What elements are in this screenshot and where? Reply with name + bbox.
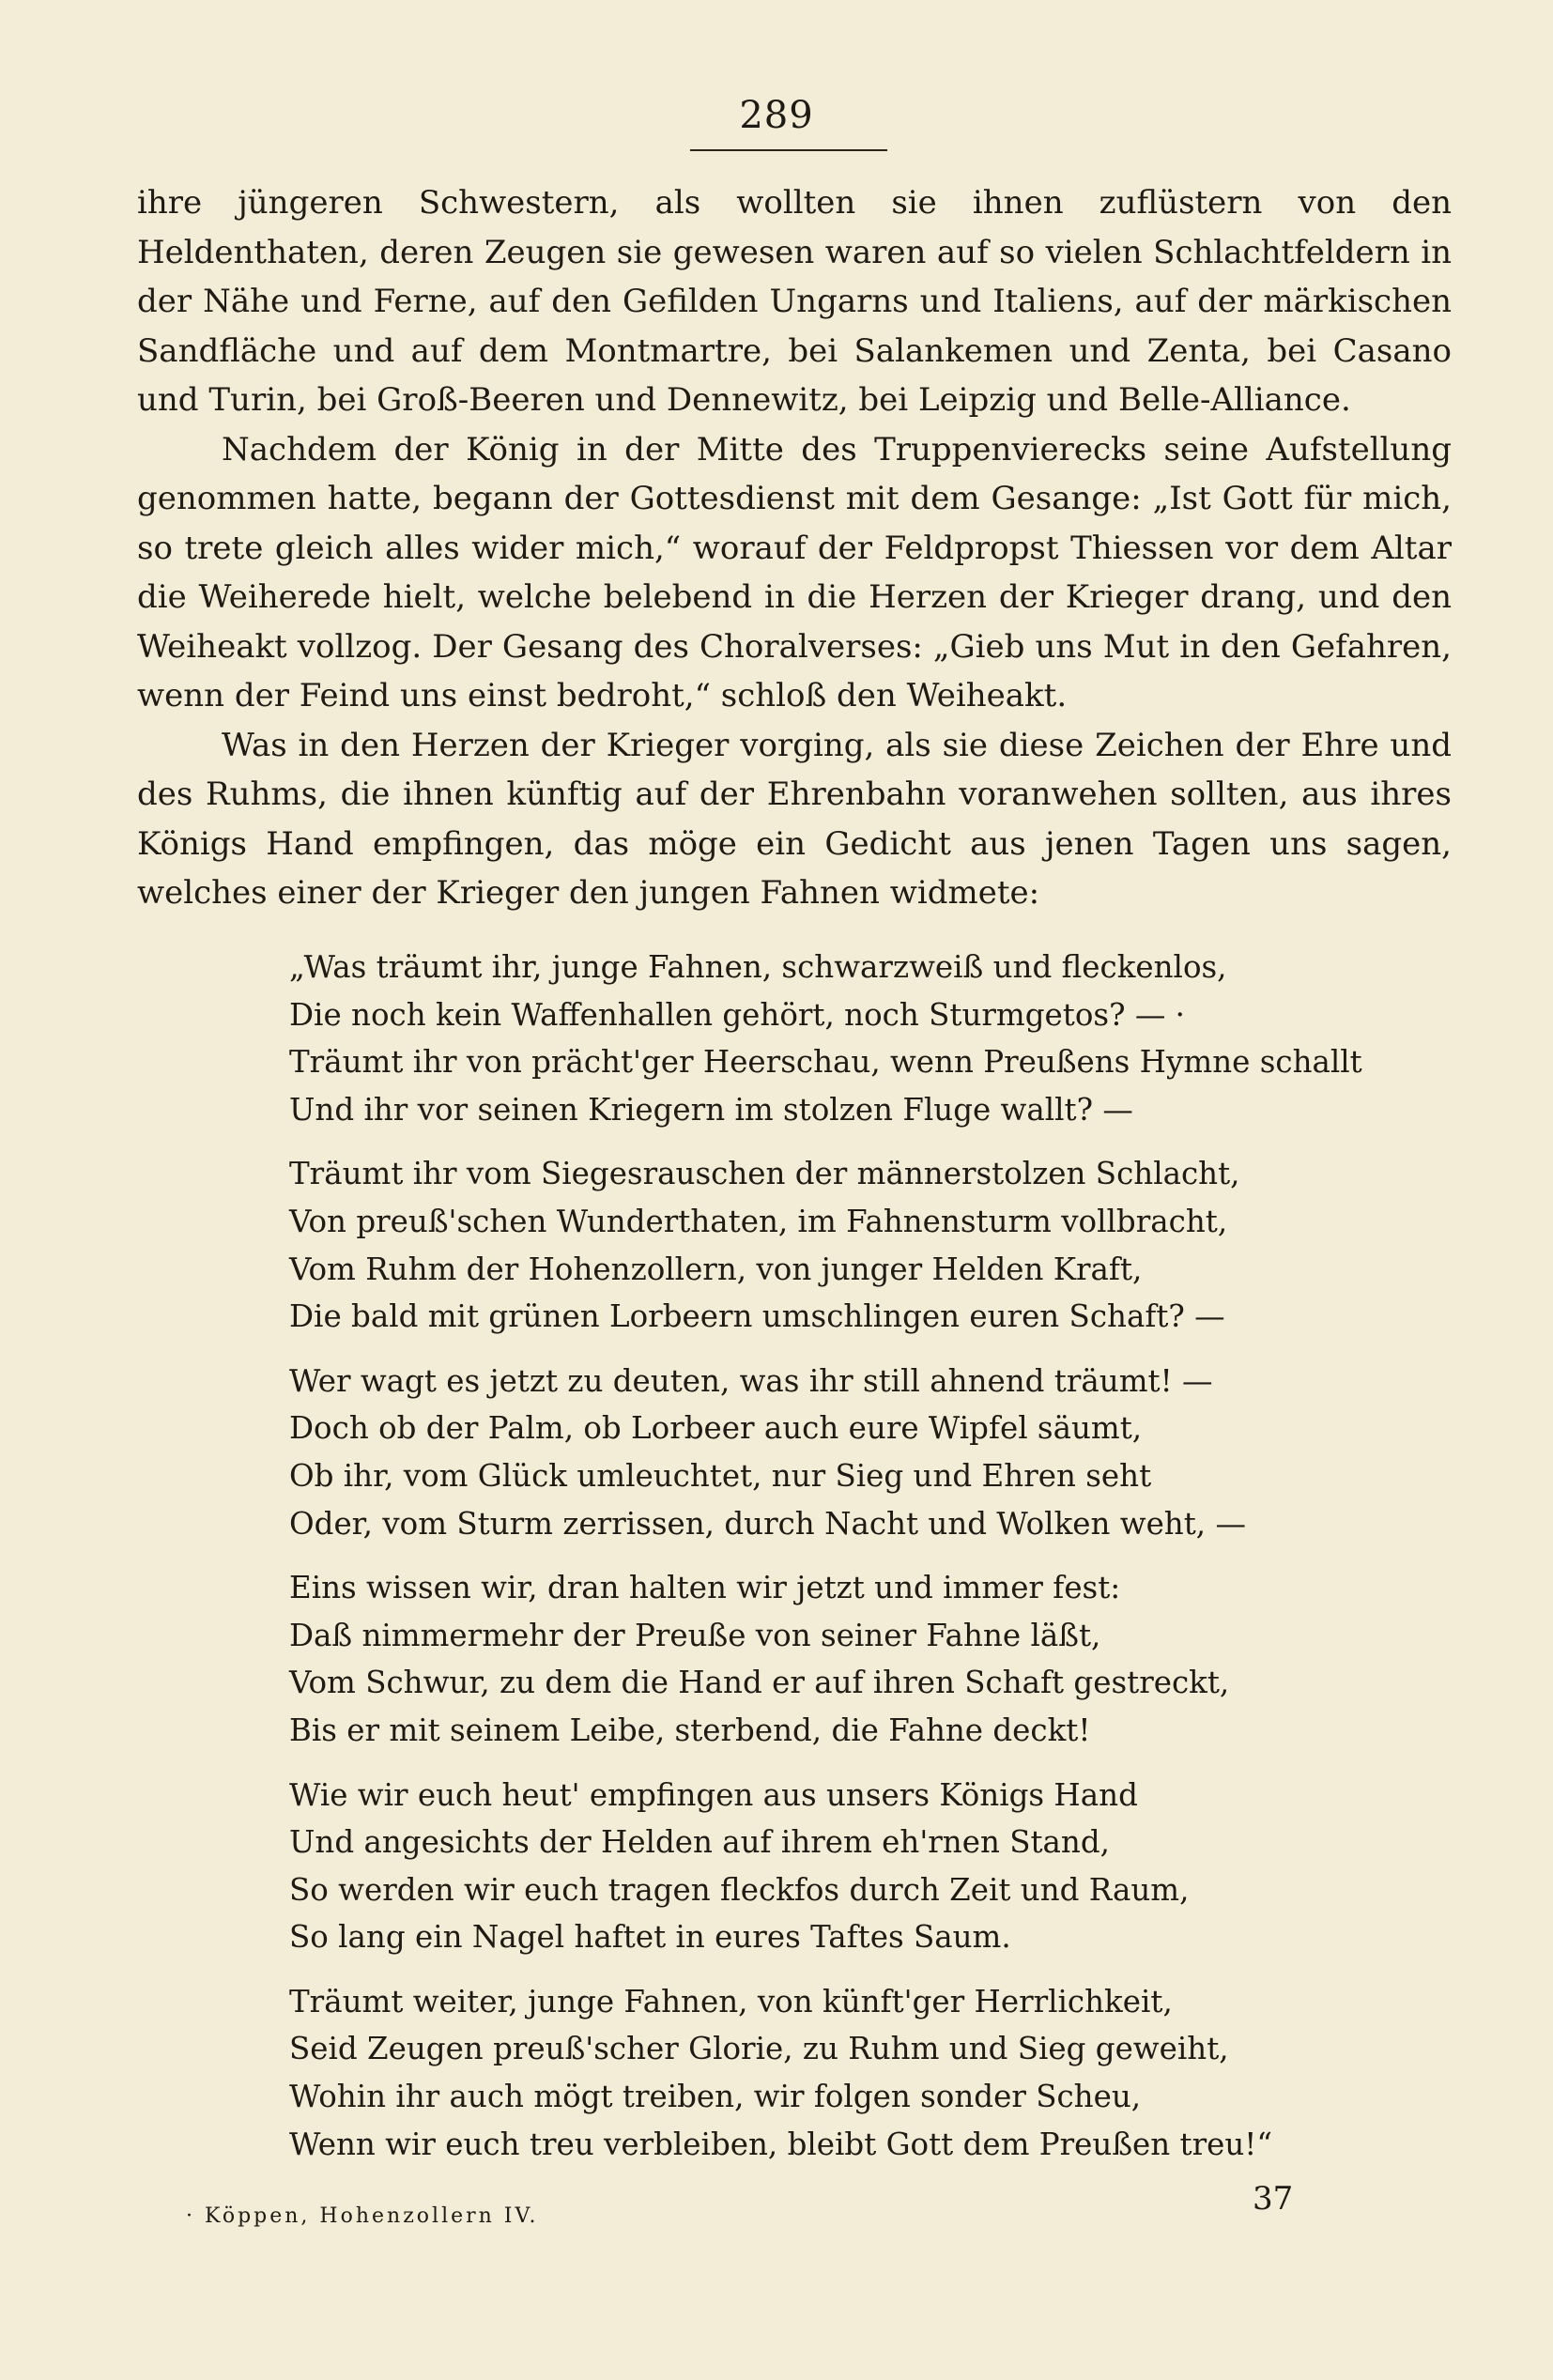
poem-stanza (289, 1978, 1416, 2168)
poem-line: Wenn wir euch treu verbleiben, bleibt Gott dem Preußen treu!“ (289, 2126, 1272, 2162)
poem-line: Träumt ihr von prächt'ger Heerschau, wenn Preußens Hymne schallt (289, 1044, 1362, 1081)
poem-line: Träumt weiter, junge Fahnen, von künft'ger Herrlichkeit, (289, 1983, 1173, 2019)
poem-line: „Was träumt ihr, junge Fahnen, schwarzweiß und fleckenlos, (289, 949, 1227, 985)
poem-line: Ob ihr, vom Glück umleuchtet, nur Sieg und Ehren seht (289, 1457, 1152, 1494)
poem-line: So werden wir euch tragen fleckfos durch Zeit und Raum, (289, 1871, 1190, 1908)
poem (289, 944, 1416, 2185)
poem-stanza (289, 1564, 1416, 1754)
footer-signature: · Köppen, Hohenzollern IV. (186, 2204, 539, 2228)
poem-line: Die bald mit grünen Lorbeern umschlingen euren Schaft? — (289, 1298, 1225, 1335)
poem-stanza (289, 944, 1416, 1133)
poem-line: Vom Ruhm der Hohenzollern, von junger Helden Kraft, (289, 1251, 1143, 1287)
poem-line: Vom Schwur, zu dem die Hand er auf ihren Schaft gestreckt, (289, 1665, 1230, 1701)
poem-stanza (289, 1358, 1416, 1547)
poem-line: Träumt ihr vom Siegesrauschen der männerstolzen Schlacht, (289, 1156, 1240, 1192)
poem-line: Doch ob der Palm, ob Lorbeer auch eure Wipfel säumt, (289, 1410, 1143, 1447)
page-number: 289 (739, 94, 814, 137)
poem-line: Und ihr vor seinen Kriegern im stolzen Fluge wallt? — (289, 1091, 1133, 1128)
sheet-number: 37 (1253, 2180, 1294, 2218)
poem-line: Eins wissen wir, dran halten wir jetzt und immer fest: (289, 1570, 1121, 1606)
paragraph: Nachdem der König in der Mitte des Truppenvierecks seine Aufstellung genommen hatte, begann der Gottesdienst mit dem Gesange: „Ist Gott für mich, so trete gleich alles wider mich,“ worauf der Feldpropst Thiessen vor dem Altar die Weiherede hielt, welche belebend in die Herzen der Krieger drang, und den Weiheakt vollzog. Der Gesang des Choralverses: „Gieb uns Mut in den Gefahren, wenn der Feind uns einst bedroht,“ schloß den Weiheakt. (137, 430, 1452, 714)
poem-line: So lang ein Nagel haftet in eures Taftes Saum. (289, 1919, 1011, 1956)
poem-stanza (289, 1772, 1416, 1961)
poem-line: Die noch kein Waffenhallen gehört, noch Sturmgetos? — · (289, 996, 1185, 1033)
paragraph: Was in den Herzen der Krieger vorging, als sie diese Zeichen der Ehre und des Ruhms, die ihnen künftig auf der Ehrenbahn voranwehen sollten, aus ihres Königs Hand empfingen, das möge ein Gedicht aus jenen Tagen uns sagen, welches einer der Krieger den jungen Fahnen widmete: (137, 726, 1452, 912)
paragraph: ihre jüngeren Schwestern, als wollten sie ihnen zuflüstern von den Heldenthaten, deren Zeugen sie gewesen waren auf so vielen Schlachtfeldern in der Nähe und Ferne, auf den Gefilden Ungarns und Italiens, auf der märkischen Sandfläche und auf dem Montmartre, bei Salankemen und Zenta, bei Casano und Turin, bei Groß-Beeren und Dennewitz, bei Leipzig und Belle-Alliance. (137, 184, 1452, 419)
body-text (137, 178, 1452, 918)
poem-line: Wohin ihr auch mögt treiben, wir folgen sonder Scheu, (289, 2079, 1142, 2115)
header-rule (690, 149, 887, 151)
poem-line: Bis er mit seinem Leibe, sterbend, die Fahne deckt! (289, 1712, 1091, 1748)
poem-stanza (289, 1150, 1416, 1340)
poem-line: Seid Zeugen preuß'scher Glorie, zu Ruhm und Sieg geweiht, (289, 2031, 1229, 2067)
poem-line: Wie wir euch heut' empfingen aus unsers Königs Hand (289, 1776, 1138, 1813)
poem-line: Daß nimmermehr der Preuße von seiner Fahne läßt, (289, 1617, 1101, 1653)
poem-line: Von preuß'schen Wunderthaten, im Fahnensturm vollbracht, (289, 1203, 1228, 1239)
poem-line: Und angesichts der Helden auf ihrem eh'rnen Stand, (289, 1824, 1110, 1861)
poem-line: Wer wagt es jetzt zu deuten, was ihr still ahnend träumt! — (289, 1362, 1213, 1399)
poem-line: Oder, vom Sturm zerrissen, durch Nacht und Wolken weht, — (289, 1505, 1246, 1542)
